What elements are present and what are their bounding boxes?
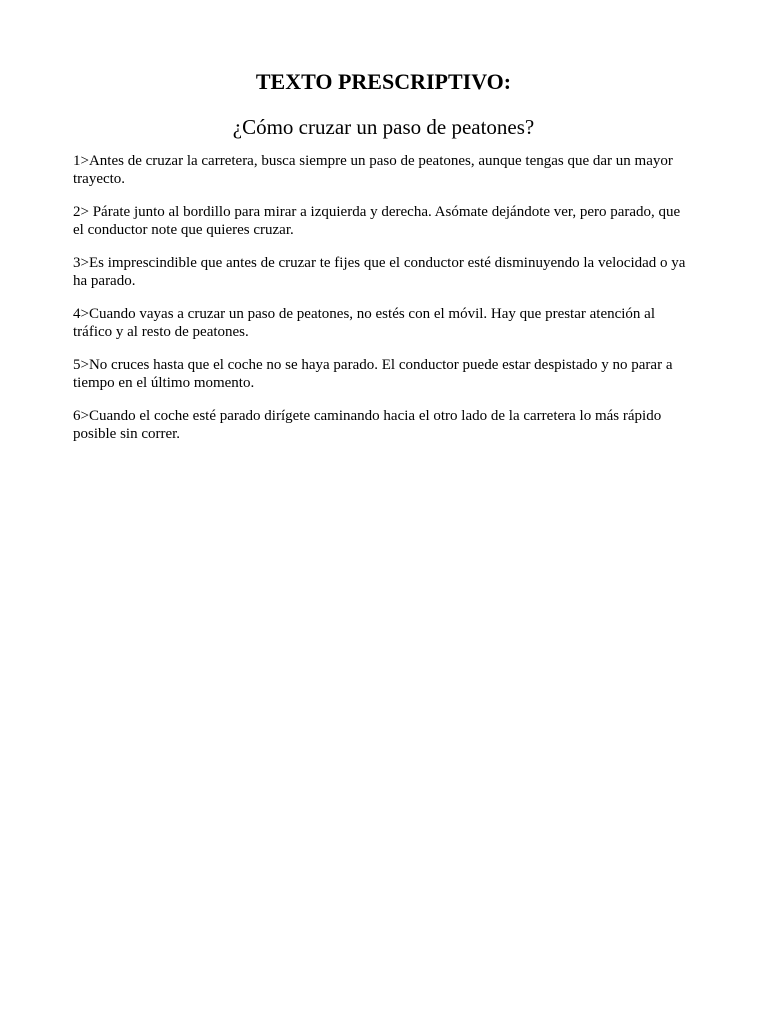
document-subtitle: ¿Cómo cruzar un paso de peatones? xyxy=(232,115,535,139)
step-paragraph-6: 6>Cuando el coche esté parado dirígete caminando hacia el otro lado de la carretera lo más rápido posible sin correr. xyxy=(73,408,662,442)
step-paragraph-5: 5>No cruces hasta que el coche no se haya parado. El conductor puede estar despistado y no parar a tiempo en el último momento. xyxy=(73,357,673,391)
step-paragraph-4: 4>Cuando vayas a cruzar un paso de peatones, no estés con el móvil. Hay que prestar atención al tráfico y al resto de peatones. xyxy=(73,306,656,340)
steps-list xyxy=(73,153,694,443)
document-title: TEXTO PRESCRIPTIVO: xyxy=(255,69,512,94)
step-paragraph-1: 1>Antes de cruzar la carretera, busca siempre un paso de peatones, aunque tengas que dar un mayor trayecto. xyxy=(73,153,673,187)
step-paragraph-2: 2> Párate junto al bordillo para mirar a izquierda y derecha. Asómate dejándote ver, pero parado, que el conductor note que quieres cruzar. xyxy=(73,204,681,238)
step-paragraph-3: 3>Es imprescindible que antes de cruzar te fijes que el conductor esté disminuyendo la velocidad o ya ha parado. xyxy=(73,255,686,289)
